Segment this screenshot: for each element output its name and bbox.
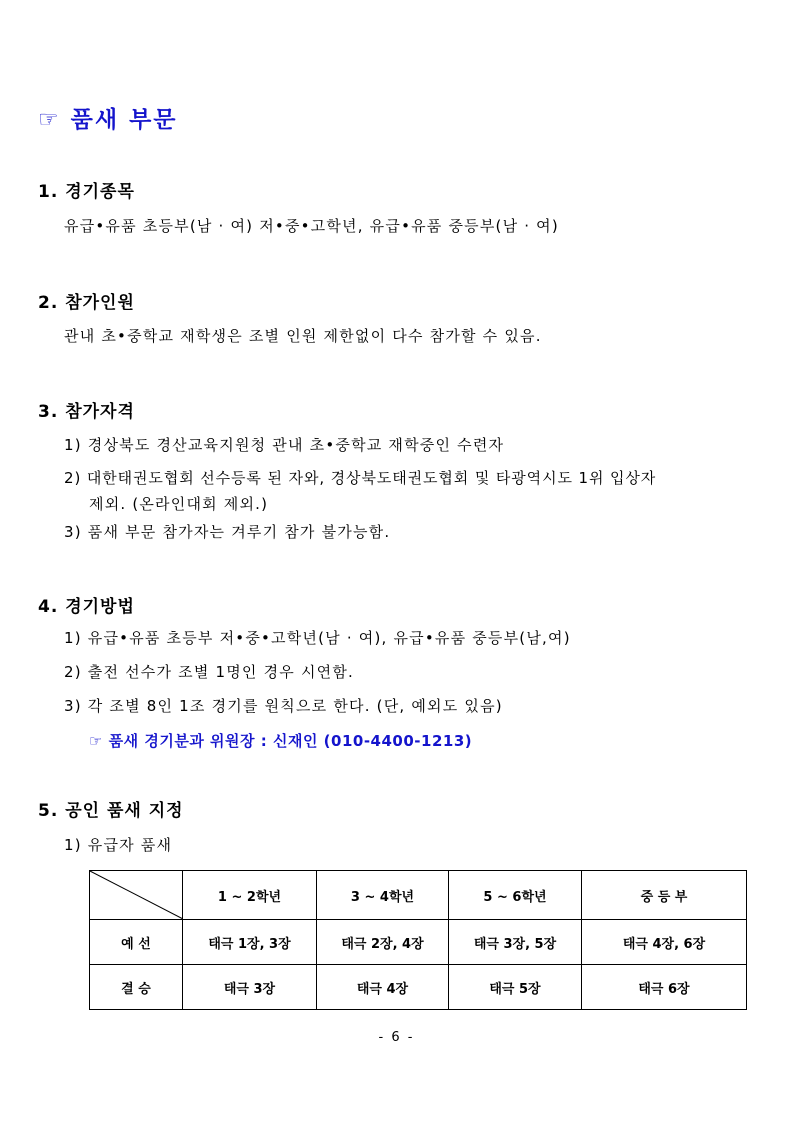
table-header-cell: 중 등 부 <box>582 871 747 920</box>
section-heading-5: 5. 공인 품새 지정 <box>38 801 184 821</box>
table-row-label: 예 선 <box>90 920 183 965</box>
section-4-line-1: 1) 유급•유품 초등부 저•중•고학년(남 · 여), 유급•유품 중등부(남,여) <box>64 629 571 647</box>
section-heading-1: 1. 경기종목 <box>38 182 135 202</box>
section-3-line-3: 제외. (온라인대회 제외.) <box>89 495 269 513</box>
table-row-label: 결 승 <box>90 965 183 1010</box>
table-cell: 태극 6장 <box>582 965 747 1010</box>
table-cell: 태극 2장, 4장 <box>317 920 449 965</box>
section-2-line-1: 관내 초•중학교 재학생은 조별 인원 제한없이 다수 참가할 수 있음. <box>64 327 542 345</box>
section-1-line-1: 유급•유품 초등부(남 · 여) 저•중•고학년, 유급•유품 중등부(남 · 여) <box>64 217 559 235</box>
table-header-cell: 1 ~ 2학년 <box>183 871 317 920</box>
table-cell: 태극 1장, 3장 <box>183 920 317 965</box>
section-3-line-1: 1) 경상북도 경산교육지원청 관내 초•중학교 재학중인 수련자 <box>64 436 505 454</box>
table-header-cell: 3 ~ 4학년 <box>317 871 449 920</box>
section-heading-4: 4. 경기방법 <box>38 597 135 617</box>
table-header-cell: 5 ~ 6학년 <box>449 871 582 920</box>
table-header-row <box>90 871 747 920</box>
section-5-line-1: 1) 유급자 품새 <box>64 836 173 854</box>
section-4-line-3: 3) 각 조별 8인 1조 경기를 원칙으로 한다. (단, 예외도 있음) <box>64 697 503 715</box>
table-cell: 태극 4장, 6장 <box>582 920 747 965</box>
table-row <box>90 965 747 1010</box>
section-4-line-2: 2) 출전 선수가 조별 1명인 경우 시연함. <box>64 663 354 681</box>
table-cell: 태극 4장 <box>317 965 449 1010</box>
section-3-line-4: 3) 품새 부문 참가자는 겨루기 참가 불가능함. <box>64 523 391 541</box>
table-cell: 태극 3장, 5장 <box>449 920 582 965</box>
section-heading-3: 3. 참가자격 <box>38 402 135 422</box>
table-cell: 태극 5장 <box>449 965 582 1010</box>
section-heading-2: 2. 참가인원 <box>38 293 135 313</box>
table-cell: 태극 3장 <box>183 965 317 1010</box>
poomsae-table <box>89 870 747 1010</box>
section-3-line-2: 2) 대한태권도협회 선수등록 된 자와, 경상북도태권도협회 및 타광역시도 1위 입상자 <box>64 469 657 487</box>
diagonal-line <box>90 871 183 919</box>
table-corner-cell <box>90 871 183 920</box>
committee-contact-note: ☞ 품새 경기분과 위원장 : 신재인 (010-4400-1213) <box>89 732 473 750</box>
table-row <box>90 920 747 965</box>
page-number: - 6 - <box>378 1030 415 1045</box>
page-title: ☞ 품새 부문 <box>38 107 178 133</box>
